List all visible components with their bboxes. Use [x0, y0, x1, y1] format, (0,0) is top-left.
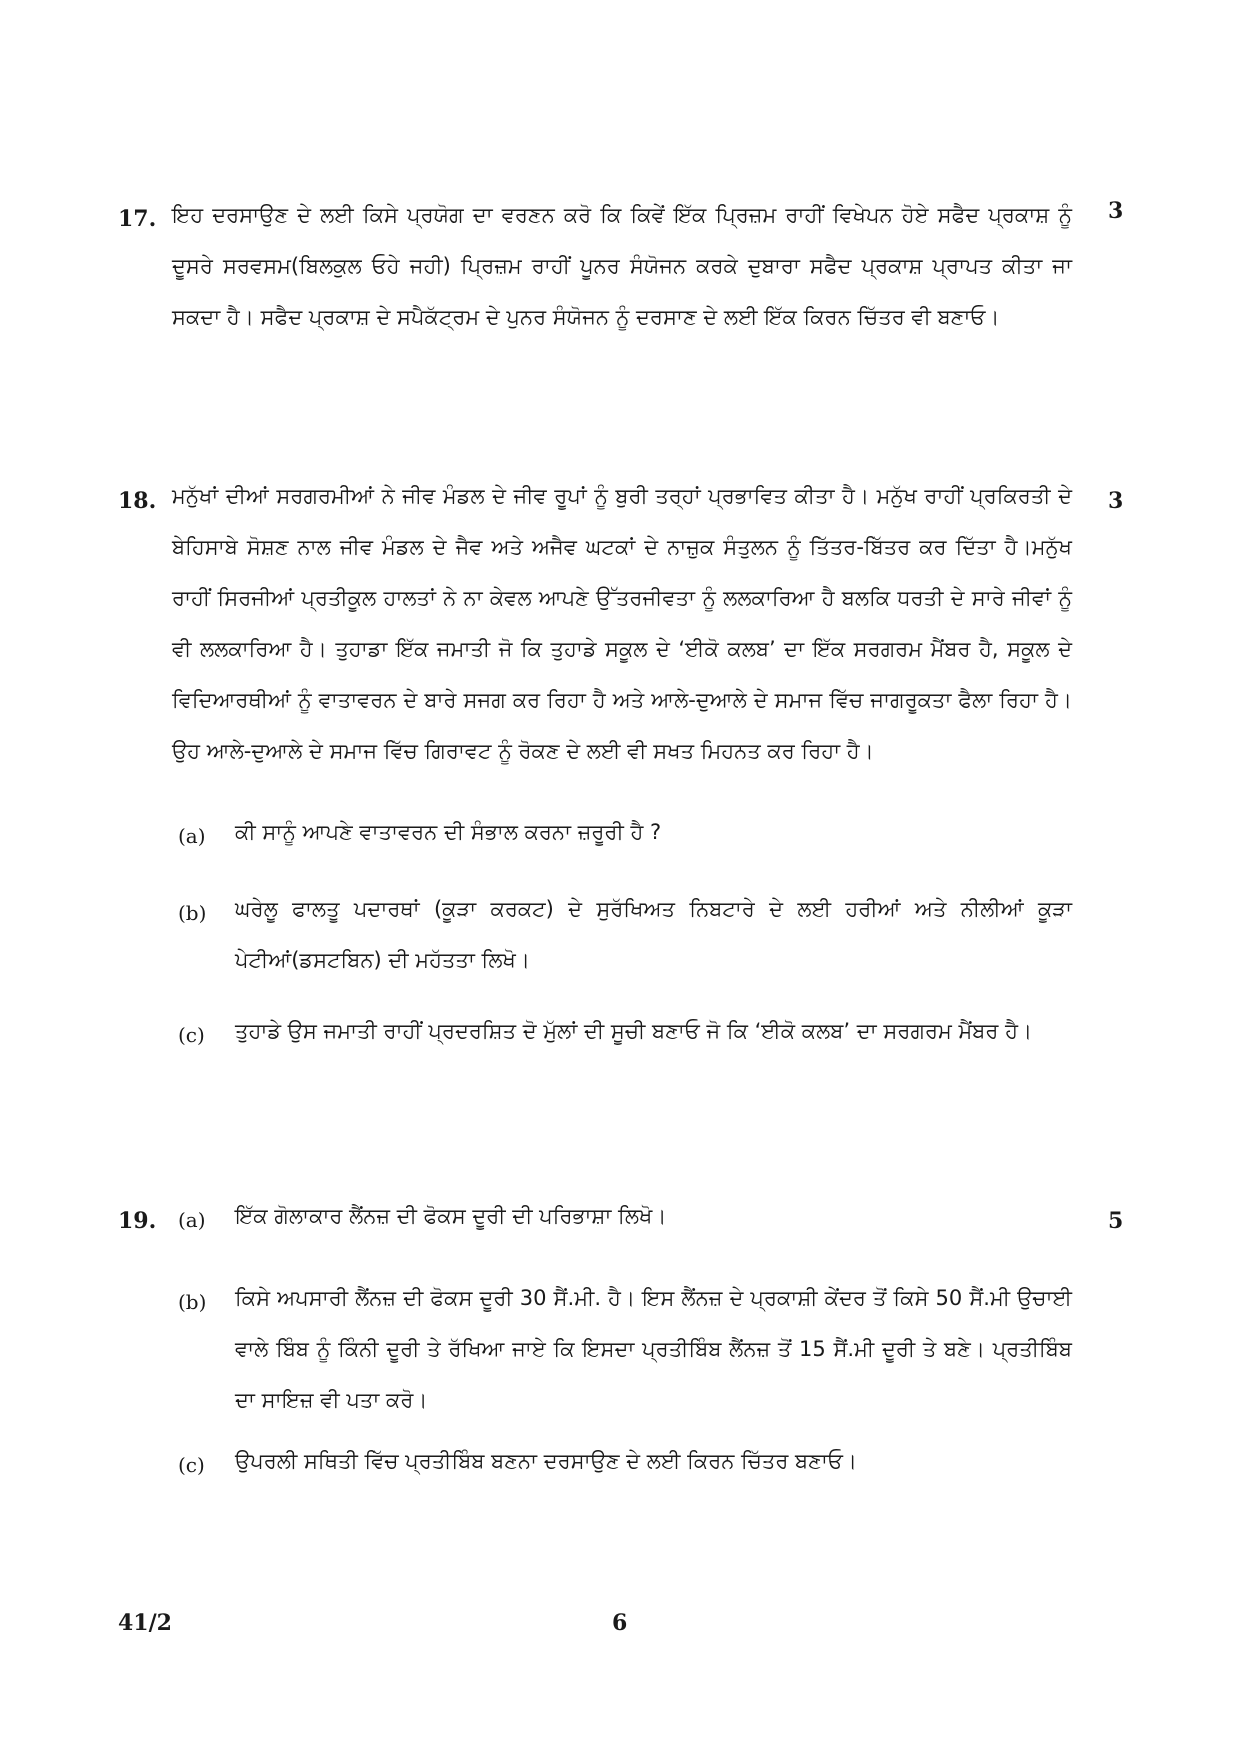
- part-label: (b): [178, 1290, 207, 1314]
- question-marks: 3: [1108, 488, 1124, 514]
- part-label: (b): [178, 901, 207, 925]
- question-number: 19.: [118, 1208, 157, 1234]
- part-label: (c): [178, 1453, 205, 1477]
- part-text: ਘਰੇਲੂ ਫਾਲਤੂ ਪਦਾਰਥਾਂ (ਕੂੜਾ ਕਰਕਟ) ਦੇ ਸੁਰੱਖਿਅਤ ਨਿਬਟਾਰੇ ਦੇ ਲਈ ਹਰੀਆਂ ਅਤੇ ਨੀਲੀਆਂ ਕੂੜਾ ਪੇਟੀਆਂ(ਡਸਟਬਿਨ) ਦੀ ਮਹੱਤਤਾ ਲਿਖੋ।: [235, 897, 1072, 972]
- question-number: 17.: [118, 206, 157, 232]
- part-label: (a): [178, 824, 206, 848]
- part-text: ਕੀ ਸਾਨੂੰ ਆਪਣੇ ਵਾਤਾਵਰਨ ਦੀ ਸੰਭਾਲ ਕਰਨਾ ਜ਼ਰੂਰੀ ਹੈ ?: [235, 820, 662, 844]
- question-marks: 3: [1108, 198, 1124, 224]
- part-label: (c): [178, 1023, 205, 1047]
- question-text: ਮਨੁੱਖਾਂ ਦੀਆਂ ਸਰਗਰਮੀਆਂ ਨੇ ਜੀਵ ਮੰਡਲ ਦੇ ਜੀਵ ਰੂਪਾਂ ਨੂੰ ਬੁਰੀ ਤਰ੍ਹਾਂ ਪ੍ਰਭਾਵਿਤ ਕੀਤਾ ਹੈ। ਮਨੁੱਖ ਰਾਹੀਂ ਪ੍ਰਕਿਰਤੀ ਦੇ ਬੇਹਿਸਾਬੇ ਸੋਸ਼ਣ ਨਾਲ ਜੀਵ ਮੰਡਲ ਦੇ ਜੈਵ ਅਤੇ ਅਜੈਵ ਘਟਕਾਂ ਦੇ ਨਾਜ਼ੁਕ ਸੰਤੁਲਨ ਨੂੰ ਤਿੱਤਰ-ਬਿੱਤਰ ਕਰ ਦਿੱਤਾ ਹੈ।ਮਨੁੱਖ ਰਾਹੀਂ ਸਿਰਜੀਆਂ ਪ੍ਰਤੀਕੂਲ ਹਾਲਤਾਂ ਨੇ ਨਾ ਕੇਵਲ ਆਪਣੇ ਉੱਤਰਜੀਵਤਾ ਨੂੰ ਲਲਕਾਰਿਆ ਹੈ ਬਲਕਿ ਧਰਤੀ ਦੇ ਸਾਰੇ ਜੀਵਾਂ ਨੂੰ ਵੀ ਲਲਕਾਰਿਆ ਹੈ। ਤੁਹਾਡਾ ਇੱਕ ਜਮਾਤੀ ਜੋ ਕਿ ਤੁਹਾਡੇ ਸਕੂਲ ਦੇ ‘ਈਕੋ ਕਲਬ’ ਦਾ ਇੱਕ ਸਰਗਰਮ ਮੈਂਬਰ ਹੈ, ਸਕੂਲ ਦੇ ਵਿਦਿਆਰਥੀਆਂ ਨੂੰ ਵਾਤਾਵਰਨ ਦੇ ਬਾਰੇ ਸਜਗ ਕਰ ਰਿਹਾ ਹੈ ਅਤੇ ਆਲੇ-ਦੁਆਲੇ ਦੇ ਸਮਾਜ ਵਿੱਚ ਜਾਗਰੂਕਤਾ ਫੈਲਾ ਰਿਹਾ ਹੈ।ਉਹ ਆਲੇ-ਦੁਆਲੇ ਦੇ ਸਮਾਜ ਵਿੱਚ ਗਿਰਾਵਟ ਨੂੰ ਰੋਕਣ ਦੇ ਲਈ ਵੀ ਸਖਤ ਮਿਹਨਤ ਕਰ ਰਿਹਾ ਹੈ।: [172, 484, 1072, 763]
- part-label: (a): [178, 1208, 206, 1232]
- question-text: ਇਹ ਦਰਸਾਉਣ ਦੇ ਲਈ ਕਿਸੇ ਪ੍ਰਯੋਗ ਦਾ ਵਰਣਨ ਕਰੋ ਕਿ ਕਿਵੇਂ ਇੱਕ ਪ੍ਰਿਜ਼ਮ ਰਾਹੀਂ ਵਿਖੇਪਨ ਹੋਏ ਸਫੈਦ ਪ੍ਰਕਾਸ਼ ਨੂੰ ਦੂਸਰੇ ਸਰਵਸਮ(ਬਿਲਕੁਲ ਓਹੇ ਜਹੀ) ਪ੍ਰਿਜ਼ਮ ਰਾਹੀਂ ਪੂਨਰ ਸੰਯੋਜਨ ਕਰਕੇ ਦੁਬਾਰਾ ਸਫੈਦ ਪ੍ਰਕਾਸ਼ ਪ੍ਰਾਪਤ ਕੀਤਾ ਜਾ ਸਕਦਾ ਹੈ। ਸਫੈਦ ਪ੍ਰਕਾਸ਼ ਦੇ ਸਪੈਕੱਟ੍ਰਮ ਦੇ ਪੁਨਰ ਸੰਯੋਜਨ ਨੂੰ ਦਰਸਾਣ ਦੇ ਲਈ ਇੱਕ ਕਿਰਨ ਚਿੱਤਰ ਵੀ ਬਣਾਓ।: [172, 203, 1072, 329]
- part-text: ਕਿਸੇ ਅਪਸਾਰੀ ਲੈਂਨਜ਼ ਦੀ ਫੋਕਸ ਦੂਰੀ 30 ਸੈਂ.ਮੀ. ਹੈ। ਇਸ ਲੈਂਨਜ਼ ਦੇ ਪ੍ਰਕਾਸ਼ੀ ਕੇਂਦਰ ਤੋਂ ਕਿਸੇ 50 ਸੈਂ.ਮੀ ਉਚਾਈ ਵਾਲੇ ਬਿੰਬ ਨੂੰ ਕਿੰਨੀ ਦੂਰੀ ਤੇ ਰੱਖਿਆ ਜਾਏ ਕਿ ਇਸਦਾ ਪ੍ਰਤੀਬਿੰਬ ਲੈਂਨਜ਼ ਤੋਂ 15 ਸੈਂ.ਮੀ ਦੂਰੀ ਤੇ ਬਣੇ। ਪ੍ਰਤੀਬਿੰਬ ਦਾ ਸਾਇਜ਼ ਵੀ ਪਤਾ ਕਰੋ।: [235, 1286, 1072, 1412]
- part-text: ਉਪਰਲੀ ਸਥਿਤੀ ਵਿੱਚ ਪ੍ਰਤੀਬਿੰਬ ਬਣਨਾ ਦਰਸਾਉਣ ਦੇ ਲਈ ਕਿਰਨ ਚਿੱਤਰ ਬਣਾਓ।: [235, 1449, 858, 1473]
- part-text: ਇੱਕ ਗੋਲਾਕਾਰ ਲੈਂਨਜ਼ ਦੀ ਫੋਕਸ ਦੂਰੀ ਦੀ ਪਰਿਭਾਸ਼ਾ ਲਿਖੋ।: [235, 1204, 667, 1228]
- question-marks: 5: [1108, 1208, 1124, 1234]
- question-number: 18.: [118, 488, 157, 514]
- page-number: 6: [612, 1610, 628, 1636]
- paper-code: 41/2: [118, 1610, 172, 1636]
- part-text: ਤੁਹਾਡੇ ਉਸ ਜਮਾਤੀ ਰਾਹੀਂ ਪ੍ਰਦਰਸ਼ਿਤ ਦੋ ਮੁੱਲਾਂ ਦੀ ਸੂਚੀ ਬਣਾਓ ਜੋ ਕਿ ‘ਈਕੋ ਕਲਬ’ ਦਾ ਸਰਗਰਮ ਮੈਂਬਰ ਹੈ।: [235, 1019, 1033, 1043]
